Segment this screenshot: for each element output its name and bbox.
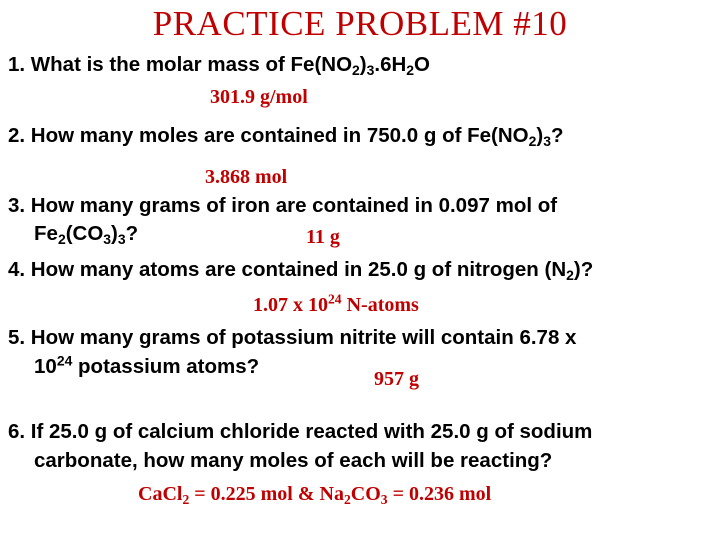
q2-sub-2: 3 [543,132,551,149]
q5-text-2: potassium atoms? [72,355,260,378]
a6-text-4: = 0.236 mol [387,483,492,505]
q3-sub-3: 3 [117,230,126,247]
q2-text: 2. How many moles are contained in 750.0 g of Fe(NO [8,124,529,147]
q4-text: 4. How many atoms are contained in 25.0 g of nitrogen (N [8,258,567,281]
answer-1: 301.9 g/mol [210,86,308,108]
q3-text-3: ) [111,222,118,245]
q1-sub-3: 2 [406,61,415,78]
answer-5: 957 g [374,368,419,390]
a4-text-2: N-atoms [341,294,419,316]
q3-sub-1: 2 [57,230,66,247]
q1-text: 1. What is the molar mass of Fe(NO [8,53,353,76]
answer-3: 11 g [306,226,340,248]
q5-exponent: 24 [56,352,73,369]
answer-6 [138,483,491,506]
q4-text-2: )? [573,258,594,281]
question-4 [8,258,593,282]
question-6-line-2: carbonate, how many moles of each will be reacting? [34,449,553,472]
a6-text: CaCl [138,483,183,505]
a6-sub-1: 2 [182,491,190,507]
question-5-line-2 [34,352,260,379]
q3-text-2: (CO [65,222,104,245]
question-6-line-1: 6. If 25.0 g of calcium chloride reacted with 25.0 g of sodium [8,420,593,443]
q3-sub-2: 3 [103,230,112,247]
question-3-line-2 [34,222,138,246]
a4-text: 1.07 x 10 [253,294,328,316]
q2-text-2: ) [536,124,544,147]
q1-sub-2: 3 [366,61,375,78]
answer-2: 3.868 mol [205,166,288,188]
q4-sub-1: 2 [566,266,574,283]
q2-sub-1: 2 [528,132,537,149]
question-1 [8,53,430,77]
question-3-line-1: 3. How many grams of iron are contained in 0.097 mol of [8,194,558,217]
q1-text-4: O [414,53,430,76]
q2-text-3: ? [550,124,564,147]
q3-text-4: ? [125,222,139,245]
page-title: PRACTICE PROBLEM #10 [152,4,568,43]
question-5-line-1: 5. How many grams of potassium nitrite will contain 6.78 x [8,326,577,349]
question-2 [8,124,564,148]
q3-text: Fe [34,222,58,245]
a6-text-2: = 0.225 mol & Na [189,483,344,505]
a6-text-3: CO [350,483,381,505]
a4-exponent: 24 [328,291,342,307]
q1-text-3: .6H [374,53,407,76]
a6-sub-2: 2 [343,491,351,507]
q1-text-2: ) [359,53,367,76]
answer-4 [253,291,419,317]
q1-sub-1: 2 [352,61,360,78]
q5-text: 10 [34,355,57,378]
a6-sub-3: 3 [380,491,388,507]
